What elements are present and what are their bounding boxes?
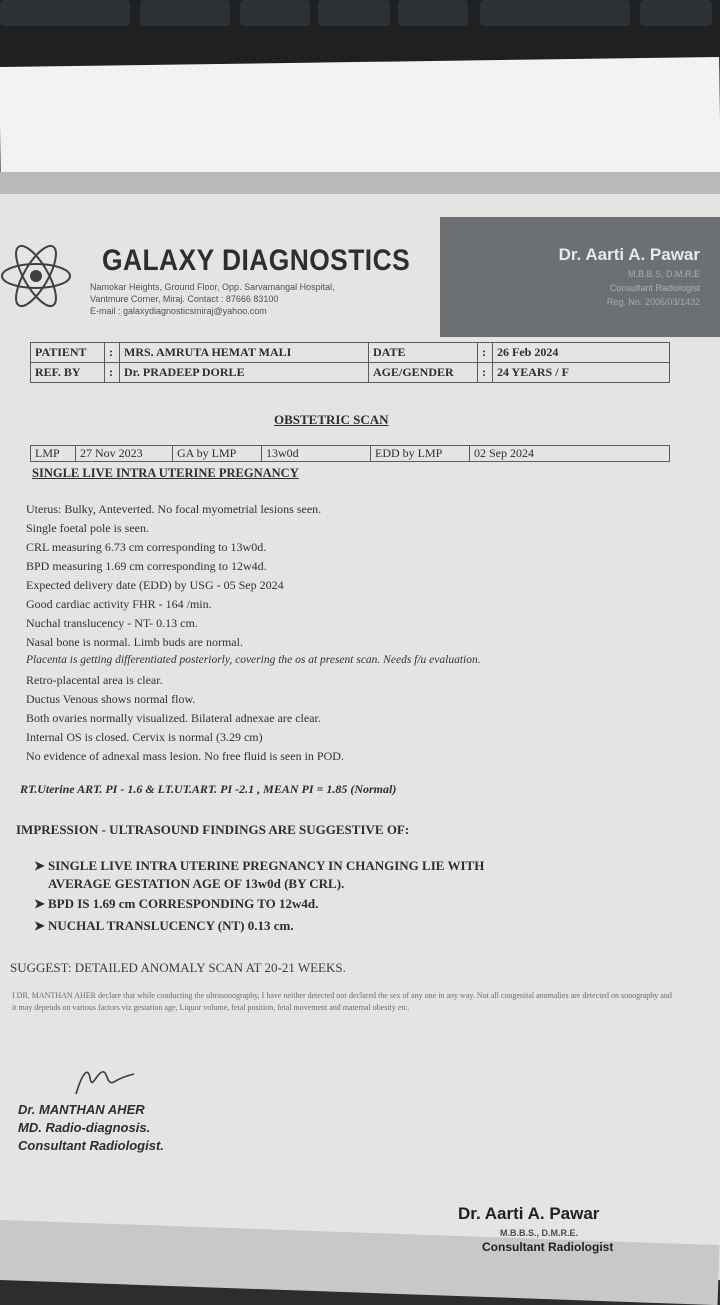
clinic-name: GALAXY DIAGNOSTICS [102,244,411,277]
header-doctor-degree: M.B.B.S, D.M.R.E [627,269,700,279]
header-doctor-title: Consultant Radiologist [609,283,700,293]
age-gender-label: AGE/GENDER [369,363,478,383]
referring-doctor: Dr. PRADEEP DORLE [120,363,369,383]
impression-item-text: NUCHAL TRANSLUCENCY (NT) 0.13 cm. [48,918,294,933]
signatory-1-title: Consultant Radiologist. [18,1138,164,1153]
edd-value: 02 Sep 2024 [470,446,670,462]
finding-line: Retro-placental area is clear. [26,673,163,687]
separator: : [105,363,120,383]
finding-line: Both ovaries normally visualized. Bilateral adnexae are clear. [26,711,321,725]
keyboard-key [240,0,310,26]
keyboard-key [318,0,390,26]
keyboard-key [140,0,230,26]
patient-label: PATIENT [31,343,105,363]
clinic-email: E-mail : galaxydiagnosticsmiraj@yahoo.com [90,306,267,316]
impression-item [34,896,318,912]
impression-item [34,858,484,874]
bullet-arrow-icon: ➤ [34,918,45,933]
date-label: DATE [369,343,478,363]
header-doctor-reg: Reg. No. 2005/03/1432 [606,297,700,307]
patient-name: MRS. AMRUTA HEMAT MALI [120,343,369,363]
keyboard-key [480,0,630,26]
finding-line: No evidence of adnexal mass lesion. No free fluid is seen in POD. [26,749,344,763]
lmp-table [30,445,670,462]
clinic-address-line-2: Vantmure Corner, Miraj. Contact : 87666 83100 [90,294,279,304]
report-paper [0,172,720,1280]
ga-label: GA by LMP [173,446,262,462]
finding-line: Uterus: Bulky, Anteverted. No focal myometrial lesions seen. [26,502,322,516]
signatory-1-degree: MD. Radio-diagnosis. [18,1120,151,1135]
blank-paper-sheet [0,57,720,187]
header-doctor-name: Dr. Aarti A. Pawar [558,245,700,264]
suggestion-line: SUGGEST: DETAILED ANOMALY SCAN AT 20-21 WEEKS. [10,960,346,975]
paper-top-edge [0,172,720,194]
signature-icon [70,1064,140,1100]
keyboard-key [398,0,468,26]
keyboard-key [0,0,130,26]
bullet-arrow-icon: ➤ [34,858,45,873]
finding-line: Good cardiac activity FHR - 164 /min. [26,597,212,611]
report-date: 26 Feb 2024 [493,343,670,363]
separator: : [105,343,120,363]
finding-line: Single foetal pole is seen. [26,521,149,535]
ref-label: REF. BY [31,363,105,383]
signatory-1-name: Dr. MANTHAN AHER [18,1102,145,1117]
lmp-label: LMP [31,446,76,462]
impression-heading [16,822,409,838]
signatory-2-name: Dr. Aarti A. Pawar [458,1204,600,1223]
patient-info-table [30,342,670,383]
finding-line: Expected delivery date (EDD) by USG - 05 Sep 2024 [26,578,284,592]
signatory-2-degree: M.B.B.S., D.M.R.E. [500,1228,579,1238]
doppler-findings: RT.Uterine ART. PI - 1.6 & LT.UT.ART. PI -2.1 , MEAN PI = 1.85 (Normal) [20,782,397,796]
lmp-value: 27 Nov 2023 [76,446,173,462]
impression-item-text: SINGLE LIVE INTRA UTERINE PREGNANCY IN CHANGING LIE WITH [48,858,485,873]
finding-line: Placenta is getting differentiated posteriorly, covering the os at present scan. Needs f/u evaluation. [26,654,481,666]
finding-line: Nuchal translucency - NT- 0.13 cm. [26,616,198,630]
impression-heading-text: IMPRESSION - ULTRASOUND FINDINGS ARE SUGGESTIVE OF: [16,822,410,837]
pregnancy-heading: SINGLE LIVE INTRA UTERINE PREGNANCY [32,466,299,480]
bullet-arrow-icon: ➤ [34,896,45,911]
separator: : [478,363,493,383]
ga-value: 13w0d [262,446,371,462]
edd-label: EDD by LMP [371,446,470,462]
separator: : [478,343,493,363]
signatory-2-title: Consultant Radiologist [482,1240,614,1254]
atom-logo-icon [0,236,80,316]
finding-line: Internal OS is closed. Cervix is normal (3.29 cm) [26,730,263,744]
clinic-address-line-1: Namokar Heights, Ground Floor, Opp. Sarvamangal Hospital, [90,282,335,292]
finding-line: CRL measuring 6.73 cm corresponding to 13w0d. [26,540,267,554]
impression-item [34,918,294,934]
pcpndt-disclaimer: I DR. MANTHAN AHER declare that while conducting the ultrasonography, I have neither detected nor declared the sex of any one in any way. Not all congenital anomalies are detected on sonography and it may depends on various factors viz gestation age, Liquor volume, fetal position, fetal movement and maternal obesity etc. [12,991,672,1012]
doctor-header-band [440,217,720,337]
impression-item-text: AVERAGE GESTATION AGE OF 13w0d (BY CRL). [48,876,345,891]
finding-line: Nasal bone is normal. Limb buds are normal. [26,635,243,649]
impression-item-continuation [34,876,344,892]
age-gender-value: 24 YEARS / F [493,363,670,383]
paper-fold-shadow [0,1220,720,1305]
impression-item-text: BPD IS 1.69 cm CORRESPONDING TO 12w4d. [48,896,319,911]
scan-title: OBSTETRIC SCAN [274,412,389,427]
finding-line: Ductus Venous shows normal flow. [26,692,196,706]
finding-line: BPD measuring 1.69 cm corresponding to 12w4d. [26,559,267,573]
keyboard-key [640,0,712,26]
